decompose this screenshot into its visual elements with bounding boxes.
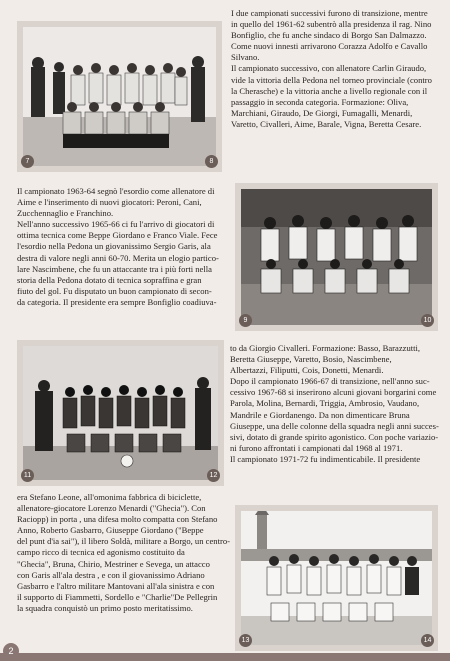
paragraph-mid-right: to da Giorgio Civalleri. Formazione: Basso, Barazzutti, Beretta Giuseppe, Varetto, Bosio, Nascimbene, Albertazzi, Filiputti, Cois, Donetti, Menardi. Dopo il campionato 1966-67 di transizione, nell'anno suc- cessivo 1967-68 si inserirono alcuni giovani borgarini come Parola, Molina, Bernardi, Triggia, Ambrosio, Vaudano, Mandrile e Giordanengo. Da non dimenticare Bruna Giuseppe, una delle colonne della squadra negli anni succes- sivi, dotato di grande spirito agonistico. Con poche variazio- ni furono affrontati i campionati dal 1968 al 1971. Il campionato 1971-72 fu indimenticabile. Il presidente [230,343,439,464]
team-photo-11-12-image [23,346,218,480]
paragraph-top-right: I due campionati successivi furono di transizione, mentre in quello del 1961-62 subentrò alla presidenza il rag. Nino Bonfiglio, che fu anche sindaco di Borgo San Dalmazzo. Come nuovi innesti arrivarono Corazza Adolfo e Cavallo Silvano. Il campionato successivo, con allenatore Carlin Giraudo, vide la vittoria della Pedona nel torneo provinciale (contro la Cherasche) e la vittoria anche a livello regionale con il passaggio in seconda categoria. Formazione: Oliva, Marchiani, Giraudo, De Giorgi, Fumagalli, Menardi, Varetto, Civalleri, Aime, Barale, Vigna, Beretta Cesare. [231,8,432,129]
team-photo-7-8 [17,21,222,172]
paragraph-bottom-left: era Stefano Leone, all'omonima fabbrica di biciclette, allenatore-giocatore Lorenzo Menardi ("Ghecia"). Con Raciopp) in porta , una difesa molto compatta con Stefano Anno, Roberto Gasbarro, Giuseppe Giordano ("Beppe del punt d'ia sai"), il libero Soldà, militare a Borgo, un centro- campo ricco di tecnica ed agonismo costituito da "Ghecia", Bruna, Chirio, Mestriner e Sevega, un attacco con Garis all'ala destra , e con il giovanissimo Adriano Gasbarro e l'altro militare Mantovani all'ala sinistra e con il supporto di Fiammetti, Sordello e "Charlie"De Pellegrin la squadra conquistò un primo posto meritatissimo. [17,492,231,613]
team-photo-13-14 [235,505,438,651]
photo-number-badge: 9 [239,314,252,327]
photo-number-badge: 12 [207,469,220,482]
photo-number-badge: 11 [21,469,34,482]
photo-number-badge: 7 [21,155,34,168]
photo-number-badge: 8 [205,155,218,168]
team-photo-9-10-image [241,189,432,325]
team-photo-9-10 [235,183,438,331]
paragraph-mid-left: Il campionato 1963-64 segnò l'esordio come allenatore di Aime e l'inserimento di nuovi giocatori: Peroni, Cani, Zucchennaglio e Franchino. Nell'anno successivo 1965-66 ci fu l'arrivo di giocatori di ottima tecnica come Beppe Giordano e Franco Viale. Fece l'esordio nella Pedona un giovanissimo Sergio Garis, ala destra di valore negli anni 60-70. Merita un elogio partico- lare Nascimbene, che fu un attaccante tra i più forti nella storia della Pedona dotato di tecnica sopraffina e gran fiuto del gol. Fu disputato un buon campionato di secon- da categoria. Il presidente era sempre Bonfiglio coadiuva- [17,186,219,307]
photo-number-badge: 13 [239,634,252,647]
photo-number-badge: 10 [421,314,434,327]
team-photo-7-8-image [23,27,216,166]
page-footer-bar [0,653,450,661]
team-photo-11-12 [17,340,224,486]
page-number: 2 [3,643,19,659]
photo-number-badge: 14 [421,634,434,647]
team-photo-13-14-image [241,511,432,645]
